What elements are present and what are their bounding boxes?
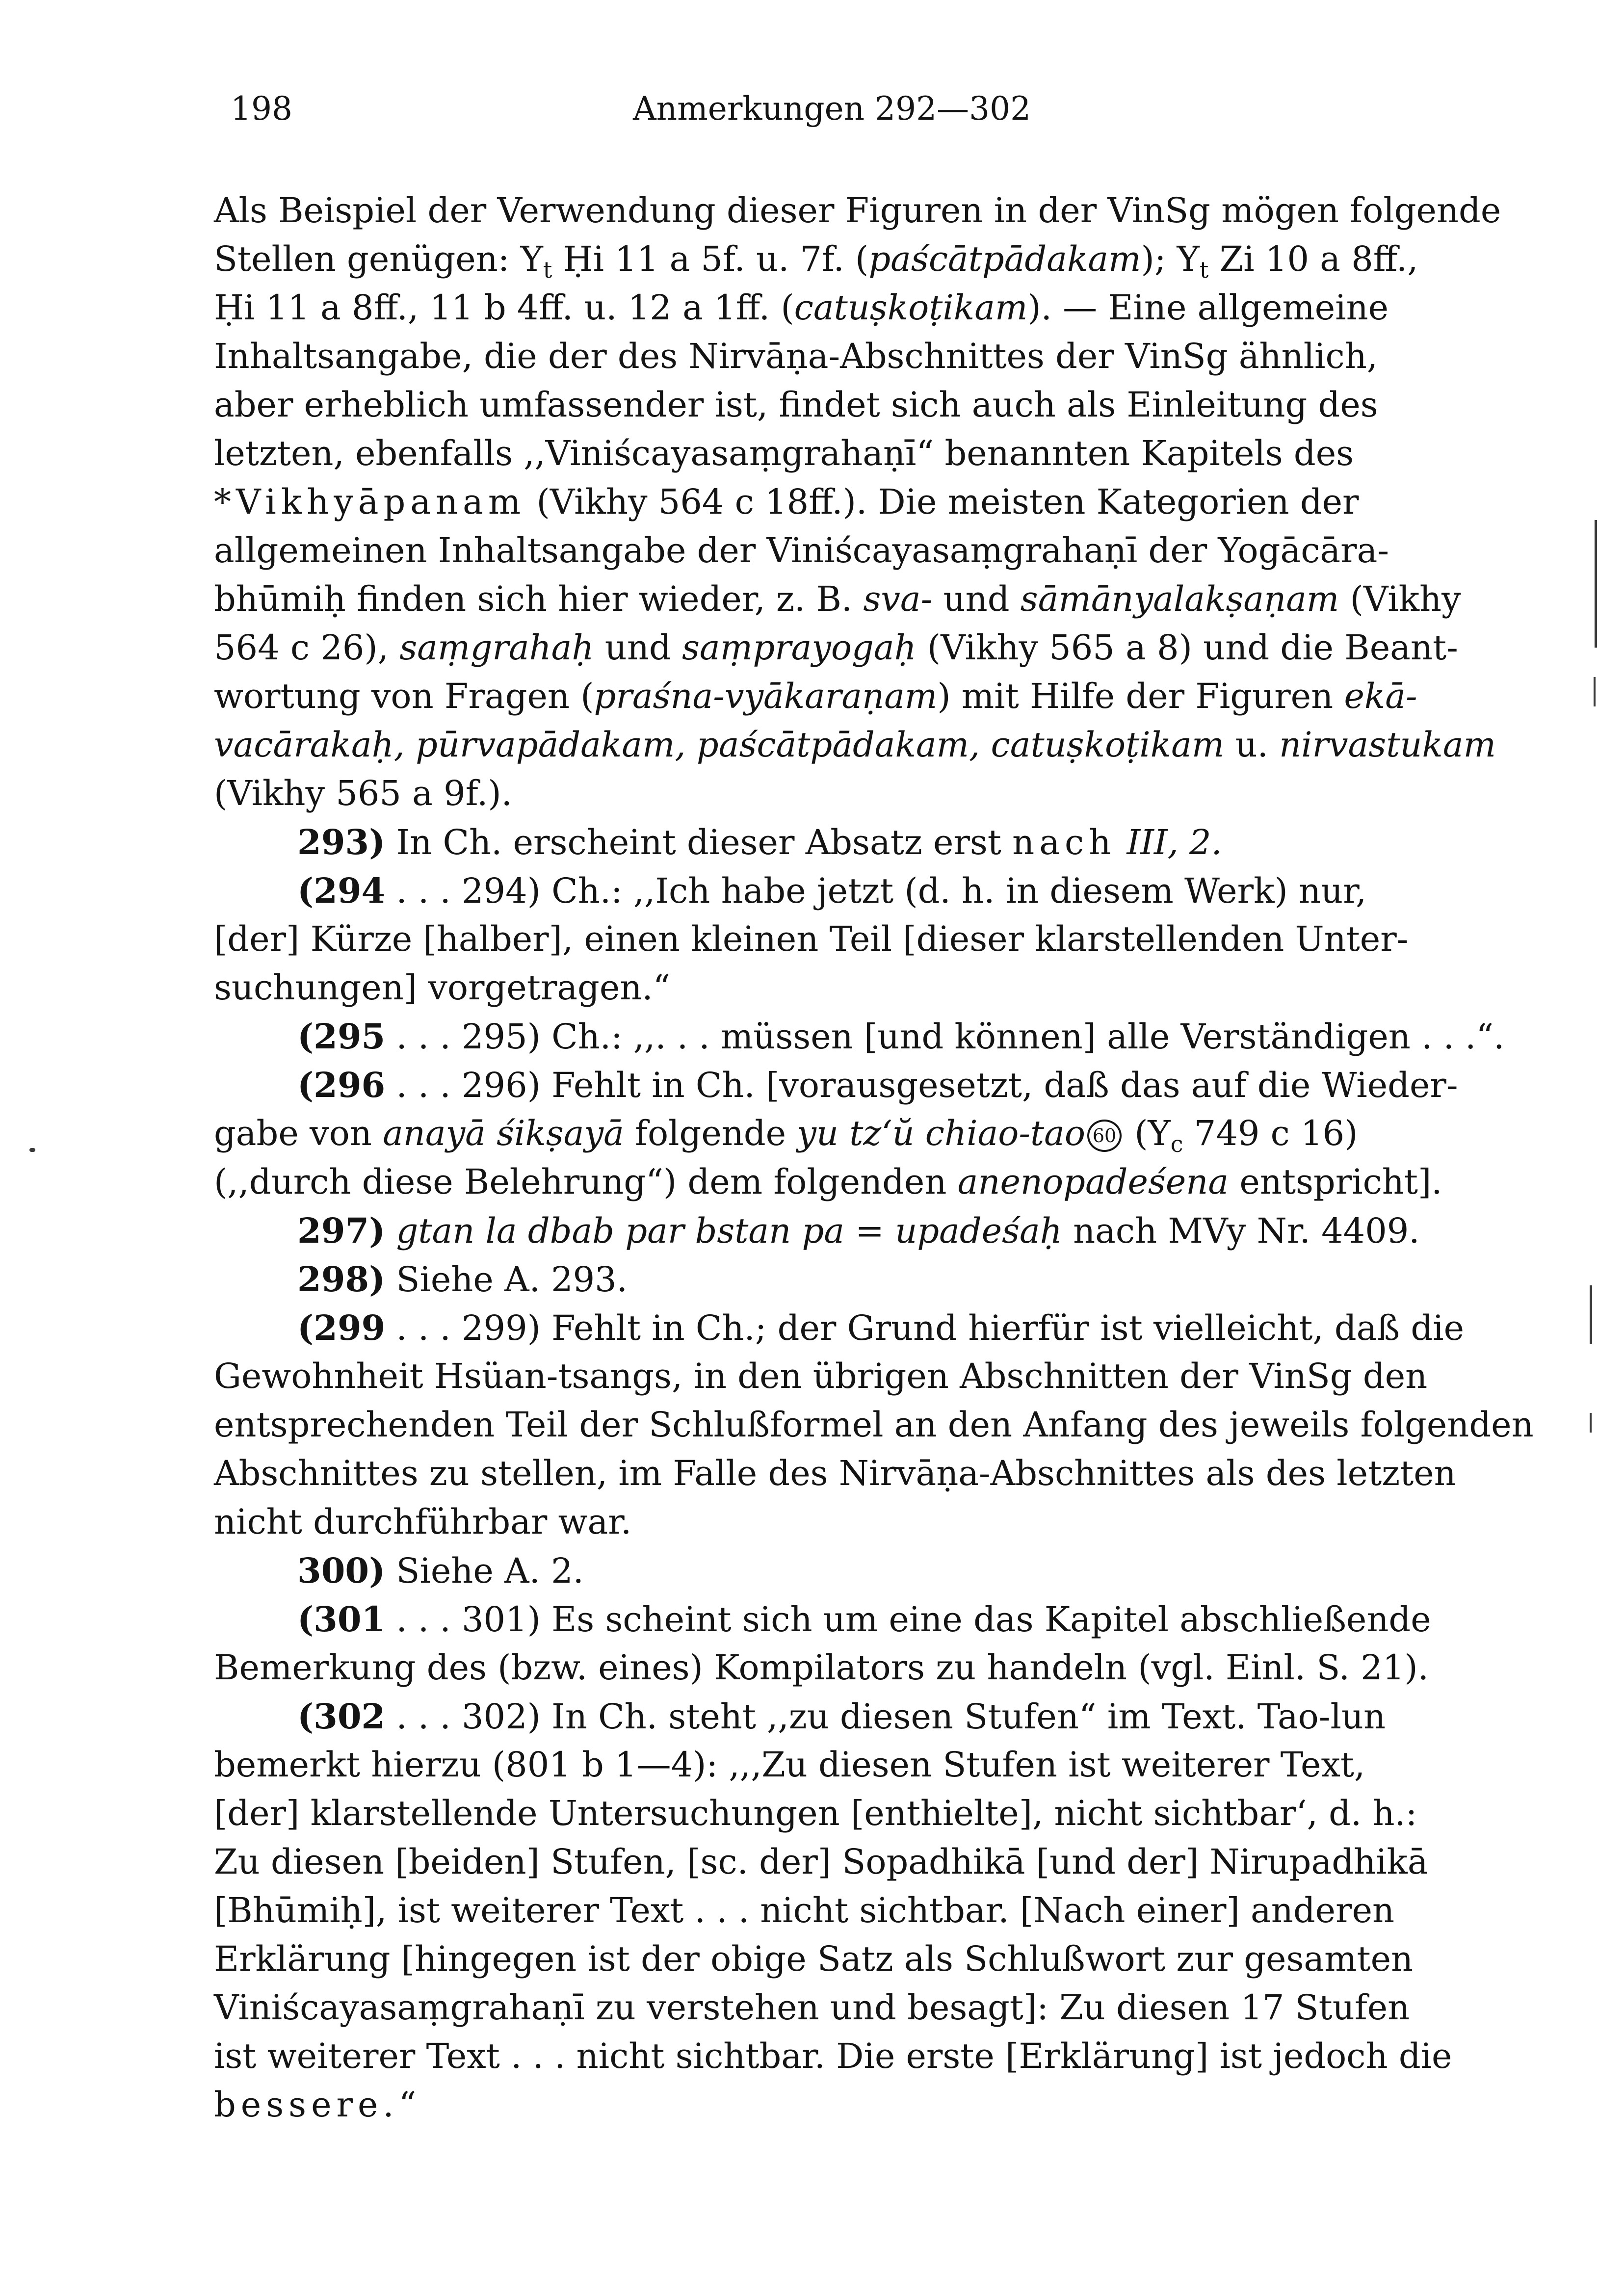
note-299 <box>214 1304 1534 1546</box>
text-line: (302 . . . 302) In Ch. steht ,,zu diesen Stufen“ im Text. Tao-lun <box>297 1696 1386 1737</box>
text-line: bemerkt hierzu (801 b 1—4): ,,‚Zu diesen Stufen ist weiterer Text, <box>214 1745 1365 1785</box>
text-line: Gewohnheit Hsüan-tsangs, in den übrigen Abschnitten der VinSg den <box>214 1356 1428 1396</box>
text-line: [der] klarstellende Untersuchungen [enthielte], nicht sichtbar‘, d. h.: <box>214 1793 1417 1833</box>
scan-margin-mark <box>1590 1413 1592 1433</box>
page-number: 198 <box>231 90 292 128</box>
text-line: wortung von Fragen (praśna-vyākaraṇam) mit Hilfe der Figuren ekā- <box>214 676 1417 716</box>
text-line: 293) In Ch. erscheint dieser Absatz erst nach III, 2. <box>297 822 1222 862</box>
circled-reference-number: 60 <box>1087 1120 1122 1152</box>
text-line: suchungen] vorgetragen.“ <box>214 967 671 1008</box>
scan-margin-mark <box>1590 1285 1592 1344</box>
note-number: (299 <box>297 1307 386 1348</box>
text-line: (296 . . . 296) Fehlt in Ch. [vorausgesetzt, daß das auf die Wieder- <box>297 1065 1458 1105</box>
scan-margin-mark <box>29 1148 35 1152</box>
text-line: aber erheblich umfassender ist, findet sich auch als Einleitung des <box>214 385 1378 425</box>
text-line: (301 . . . 301) Es scheint sich um eine das Kapitel abschließende <box>297 1599 1431 1640</box>
note-number: 293) <box>297 822 386 862</box>
note-296 <box>214 1061 1458 1206</box>
note-302 <box>214 1692 1452 2129</box>
text-line: (299 . . . 299) Fehlt in Ch.; der Grund hierfür ist vielleicht, daß die <box>297 1307 1464 1348</box>
note-number: 298) <box>297 1259 386 1300</box>
note-number: 300) <box>297 1550 386 1591</box>
note-number: (301 <box>297 1599 386 1640</box>
note-number: (302 <box>297 1696 386 1737</box>
text-line: Inhaltsangabe, die der des Nirvāṇa-Abschnittes der VinSg ähnlich, <box>214 336 1378 376</box>
text-line: (,,durch diese Belehrung“) dem folgenden anenopadeśena entspricht]. <box>214 1162 1442 1202</box>
text-line: Ḥi 11 a 8ff., 11 b 4ff. u. 12 a 1ff. (catuṣkoṭikam). — Eine allgemeine <box>214 287 1389 328</box>
notes-body <box>214 186 1534 2129</box>
text-line: (295 . . . 295) Ch.: ,,. . . müssen [und können] alle Verständigen . . .“. <box>297 1016 1505 1057</box>
text-line: [der] Kürze [halber], einen kleinen Teil [dieser klarstellenden Unter- <box>214 919 1409 959</box>
text-line: ist weiterer Text . . . nicht sichtbar. Die erste [Erklärung] ist jedoch die <box>214 2036 1452 2076</box>
text-line: Zu diesen [beiden] Stufen, [sc. der] Sopadhikā [und der] Nirupadhikā <box>214 1842 1428 1882</box>
text-line: [Bhūmiḥ], ist weiterer Text . . . nicht sichtbar. [Nach einer] anderen <box>214 1890 1395 1931</box>
note-300 <box>214 1546 1401 1595</box>
text-line: bhūmiḥ finden sich hier wieder, z. B. sva- und sāmānyalakṣaṇam (Vikhy <box>214 579 1461 619</box>
text-line: vacārakaḥ, pūrvapādakam, paścātpādakam, catuṣkoṭikam u. nirvastukam <box>214 725 1496 765</box>
text-line: letzten, ebenfalls ,,Viniścayasaṃgrahaṇī“ benannten Kapitels des <box>214 433 1354 473</box>
text-line: (294 . . . 294) Ch.: ,,Ich habe jetzt (d. h. in diesem Werk) nur, <box>297 870 1367 911</box>
text-line: gabe von anayā śikṣayā folgende yu tzʻŭ chiao-tao 60 ($Y_c$ 749 c 16) <box>214 1113 1358 1157</box>
text-line: Viniścayasaṃgrahaṇī zu verstehen und besagt]: Zu diesen 17 Stufen <box>214 1987 1410 2028</box>
text-line: Als Beispiel der Verwendung dieser Figuren in der VinSg mögen folgende <box>214 190 1501 231</box>
note-number: (295 <box>297 1016 386 1057</box>
scan-margin-mark <box>1595 520 1597 648</box>
running-title: Anmerkungen 292—302 <box>633 90 1031 128</box>
note-293 <box>214 818 1401 866</box>
scan-margin-mark <box>1594 677 1596 706</box>
text-line: nicht durchführbar war. <box>214 1502 632 1542</box>
text-line: Stellen genügen: $Y_t$ Ḥi 11 a 5f. u. 7f. (paścātpādakam); $Y_t$ Zi 10 a 8ff., <box>214 239 1418 283</box>
note-number: (296 <box>297 1065 386 1105</box>
note-298 <box>214 1255 1401 1304</box>
text-line: Bemerkung des (bzw. eines) Kompilators zu handeln (vgl. Einl. S. 21). <box>214 1647 1429 1688</box>
text-line: 298) Siehe A. 293. <box>297 1259 628 1300</box>
note-number: 297) <box>297 1210 386 1251</box>
text-line: (Vikhy 565 a 9f.). <box>214 773 512 813</box>
text-line: Erklärung [hingegen ist der obige Satz als Schlußwort zur gesamten <box>214 1939 1414 1979</box>
note-297 <box>214 1206 1420 1255</box>
text-line: bessere.“ <box>214 2085 421 2125</box>
text-line: Abschnittes zu stellen, im Falle des Nirvāṇa-Abschnittes als des letzten <box>214 1453 1456 1493</box>
text-line: allgemeinen Inhaltsangabe der Viniścayasaṃgrahaṇī der Yogācāra- <box>214 530 1389 571</box>
text-line: 564 c 26), saṃgrahaḥ und saṃprayogaḥ (Vikhy 565 a 8) und die Beant- <box>214 627 1458 668</box>
note-301 <box>214 1595 1431 1692</box>
text-line: 300) Siehe A. 2. <box>297 1550 584 1591</box>
note-294 <box>214 866 1409 1012</box>
text-line: entsprechenden Teil der Schlußformel an den Anfang des jeweils folgenden <box>214 1405 1534 1445</box>
note-number: (294 <box>297 870 386 911</box>
note-292-continuation <box>214 186 1501 818</box>
text-line: 297) gtan la dbab par bstan pa = upadeśaḥ nach MVy Nr. 4409. <box>297 1210 1420 1251</box>
note-295 <box>214 1012 1505 1061</box>
text-line: *Vikhyāpanam (Vikhy 564 c 18ff.). Die meisten Kategorien der <box>214 482 1359 522</box>
